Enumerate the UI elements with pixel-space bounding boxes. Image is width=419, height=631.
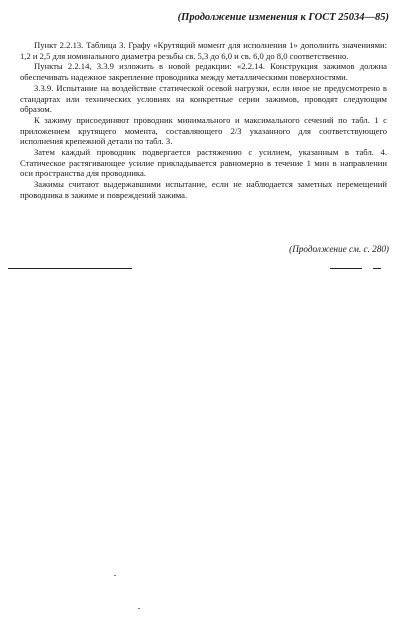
- separator-rule-right: [330, 268, 362, 269]
- paragraph-tension-test: Затем каждый проводник подвергается растяжению с усилием, указанным в табл. 4. Статическое растягивающее усилие прикладывается равномерно в течение 1 мин в направлении оси пространства для проводника.: [20, 147, 387, 179]
- paragraph-pass-criteria: Зажимы считают выдержавшими испытание, если не наблюдается заметных перемещений проводника в зажиме и повреждений зажима.: [20, 179, 387, 200]
- paragraph-clause-2-2-13: Пункт 2.2.13. Таблица 3. Графу «Крутящий момент для исполнения 1» дополнить значениями: 1,2 и 2,5 для номинального диаметра резьбы св. 5,3 до 6,0 и св. 6,0 до 8,0 соответственно.: [20, 40, 387, 61]
- separator-rule-right-end: [373, 268, 381, 269]
- scan-speck: [138, 608, 140, 609]
- continued-note: (Продолжение см. с. 280): [289, 244, 389, 254]
- paragraph-new-edition: Пункты 2.2.14, 3.3.9 изложить в новой редакции: «2.2.14. Конструкция зажимов должна обеспечивать надежное закрепление проводника между металлическими поверхностями.: [20, 61, 387, 83]
- paragraph-clause-3-3-9: 3.3.9. Испытание на воздействие статической осевой нагрузки, если иное не предусмотрено в стандартах или технических условиях на конкретные серии зажимов, проводят следующим образом.: [20, 82, 387, 115]
- amendment-text: [20, 40, 387, 201]
- separator-rule-left: [8, 268, 132, 269]
- paragraph-conductor-attachment: К зажиму присоединяют проводник минимального и максимального сечений по табл. 1 с приложением крутящего момента, составляющего 2/3 указанного для соответствующего исполнения крепежной детали по табл. 3.: [20, 114, 387, 147]
- continuation-header: (Продолжение изменения к ГОСТ 25034—85): [177, 12, 389, 23]
- scan-speck: [114, 575, 116, 576]
